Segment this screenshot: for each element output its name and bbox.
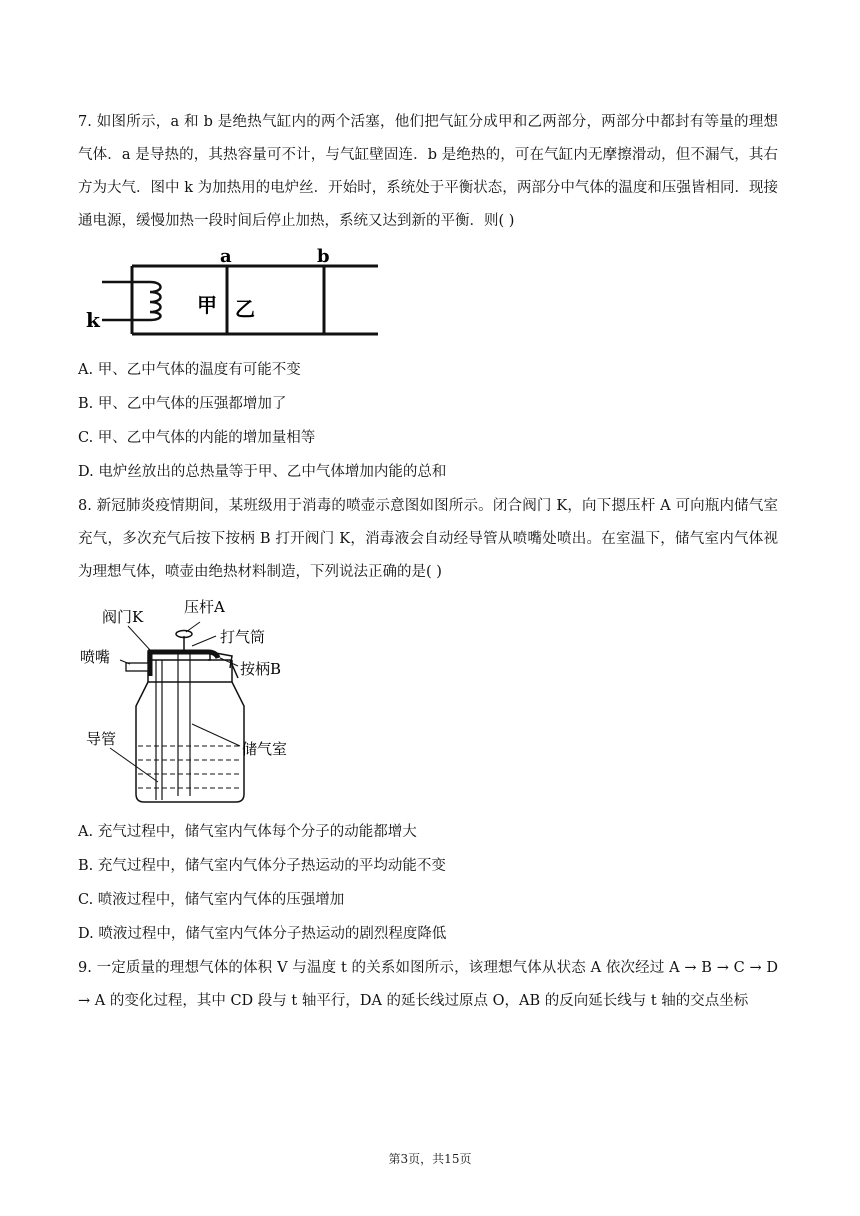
- rod-a-label: 压杆A: [184, 598, 225, 616]
- question-7-option-c: C. 甲、乙中气体的内能的增加量相等: [78, 430, 316, 446]
- piston-a-label: a: [220, 246, 232, 267]
- chamber-label: 储气室: [242, 740, 288, 758]
- question-7-option-a: A. 甲、乙中气体的温度有可能不变: [78, 362, 301, 378]
- chamber-jia-label: 甲: [197, 293, 217, 317]
- question-8-sprayer-diagram: [80, 596, 320, 810]
- page-number-footer: 第3页，共15页: [388, 1152, 472, 1166]
- question-8-option-a: A. 充气过程中，储气室内气体每个分子的动能都增大: [78, 824, 417, 840]
- question-7-option-d: D. 电炉丝放出的总热量等于甲、乙中气体增加内能的总和: [78, 464, 447, 480]
- question-7-option-b: B. 甲、乙中气体的压强都增加了: [78, 396, 287, 412]
- handle-b-label: 按柄B: [240, 660, 282, 678]
- heater-k-label: k: [86, 308, 100, 332]
- piston-b-label: b: [317, 246, 330, 267]
- tube-label: 导管: [86, 730, 117, 748]
- chamber-yi-label: 乙: [235, 297, 255, 321]
- valve-k-label: 阀门K: [102, 608, 144, 626]
- question-8-option-b: B. 充气过程中，储气室内气体分子热运动的平均动能不变: [78, 858, 446, 874]
- nozzle-label: 喷嘴: [80, 648, 111, 666]
- question-7-stem: 7. 如图所示，a 和 b 是绝热气缸内的两个活塞，他们把气缸分成甲和乙两部分，两部分中都封有等量的理想气体．a 是导热的，其热容量可不计，与气缸壁固连．b 是绝热的，可在气缸内无摩擦滑动，但不漏气，其右方为大气．图中 k 为加热用的电炉丝．开始时，系统处于平衡状态，两部分中气体的温度和压强皆相同．现接通电源，缓慢加热一段时间后停止加热，系统又达到新的平衡．则( ): [78, 114, 778, 229]
- question-9-stem: 9. 一定质量的理想气体的体积 V 与温度 t 的关系如图所示，该理想气体从状态 A 依次经过 A → B → C → D → A 的变化过程，其中 CD 段与 t 轴平行，DA 的延长线过原点 O，AB 的反向延长线与 t 轴的交点坐标: [78, 960, 778, 1009]
- question-8-stem: 8. 新冠肺炎疫情期间，某班级用于消毒的喷壶示意图如图所示。闭合阀门 K，向下摁压杆 A 可向瓶内储气室充气，多次充气后按下按柄 B 打开阀门 K，消毒液会自动经导管从喷嘴处喷出。在室温下，储气室内气体视为理想气体，喷壶由绝热材料制造，下列说法正确的是( ): [78, 498, 778, 580]
- question-8-option-c: C. 喷液过程中，储气室内气体的压强增加: [78, 892, 345, 908]
- question-8-option-d: D. 喷液过程中，储气室内气体分子热运动的剧烈程度降低: [78, 926, 447, 942]
- pump-label: 打气筒: [220, 628, 266, 646]
- question-7-cylinder-diagram: [84, 244, 384, 344]
